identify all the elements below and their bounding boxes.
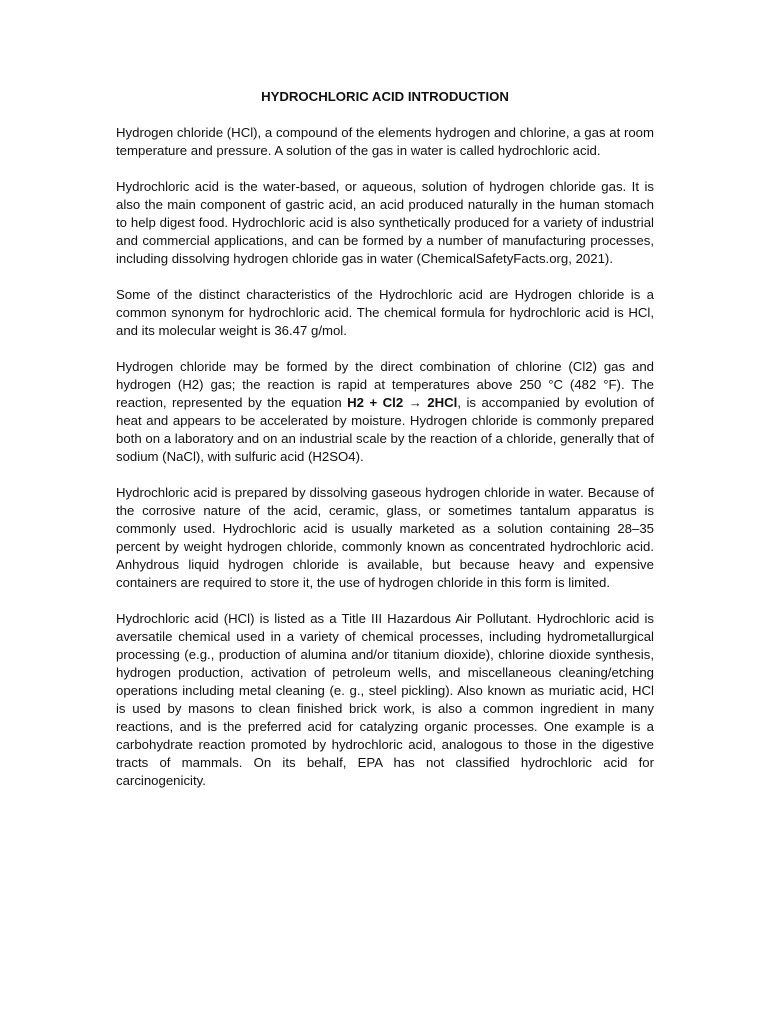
reaction-equation: H2 + Cl2 → 2HCl bbox=[347, 395, 458, 410]
formation-text-before: Hydrogen chloride may be formed by the direct combination of chlorine (Cl2) gas and hydrogen (H2) gas; the reaction is rapid at temperatures above 250 °C (482 °F). The reaction, represented by the equation bbox=[116, 359, 654, 410]
paragraph-hcl-definition: Hydrogen chloride (HCl), a compound of the elements hydrogen and chlorine, a gas at room temperature and pressure. A solution of the gas in water is called hydrochloric acid. bbox=[116, 125, 654, 158]
paragraph-uses: Hydrochloric acid (HCl) is listed as a Title III Hazardous Air Pollutant. Hydrochloric acid is aversatile chemical used in a variety of chemical processes, including hydrometallurgical processing (e.g., production of alumina and/or titanium dioxide), chlorine dioxide synthesis, hydrogen production, activation of petroleum wells, and miscellaneous cleaning/etching operations including metal cleaning (e. g., steel pickling). Also known as muriatic acid, HCl is used by masons to clean finished brick work, is also a common ingredient in many reactions, and is the preferred acid for catalyzing organic processes. One example is a carbohydrate reaction promoted by hydrochloric acid, analogous to those in the digestive tracts of mammals. On its behalf, EPA has not classified hydrochloric acid for carcinogenicity. bbox=[116, 611, 654, 788]
paragraph-characteristics: Some of the distinct characteristics of the Hydrochloric acid are Hydrogen chloride is a common synonym for hydrochloric acid. The chemical formula for hydrochloric acid is HCl, and its molecular weight is 36.47 g/mol. bbox=[116, 287, 654, 338]
document-title: HYDROCHLORIC ACID INTRODUCTION bbox=[261, 89, 509, 104]
paragraph-preparation: Hydrochloric acid is prepared by dissolving gaseous hydrogen chloride in water. Because of the corrosive nature of the acid, ceramic, glass, or sometimes tantalum apparatus is commonly used. Hydrochloric acid is usually marketed as a solution containing 28–35 percent by weight hydrogen chloride, commonly known as concentrated hydrochloric acid. Anhydrous liquid hydrogen chloride is available, but because heavy and expensive containers are required to store it, the use of hydrogen chloride in this form is limited. bbox=[116, 485, 654, 590]
paragraph-aqueous-solution: Hydrochloric acid is the water-based, or aqueous, solution of hydrogen chloride gas. It is also the main component of gastric acid, an acid produced naturally in the human stomach to help digest food. Hydrochloric acid is also synthetically produced for a variety of industrial and commercial applications, and can be formed by a number of manufacturing processes, including dissolving hydrogen chloride gas in water (ChemicalSafetyFacts.org, 2021). bbox=[116, 179, 654, 266]
formation-text-after: , is accompanied by evolution of heat and appears to be accelerated by moisture. Hydrogen chloride is commonly prepared both on a laboratory and on an industrial scale by the reaction of a chloride, generally that of sodium (NaCl), with sulfuric acid (H2SO4). bbox=[116, 395, 654, 464]
paragraph-formation bbox=[116, 358, 654, 466]
